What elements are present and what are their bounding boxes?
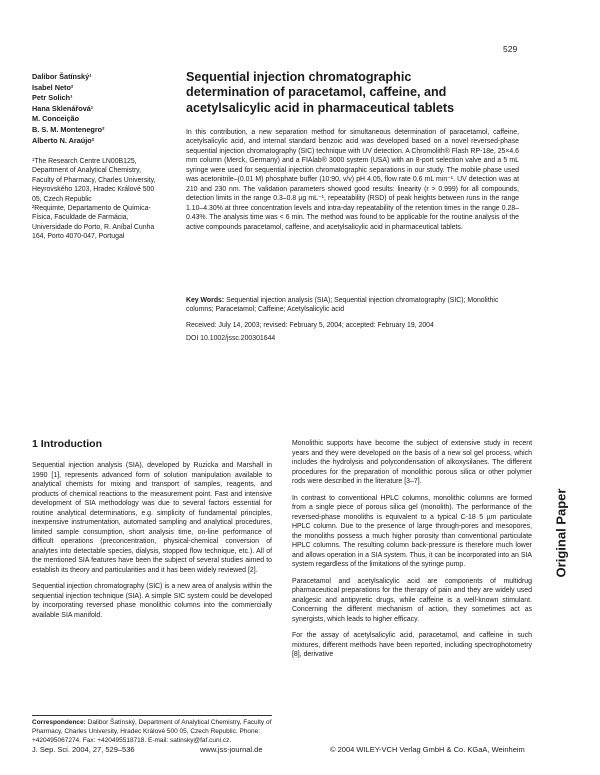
- abstract: In this contribution, a new separation method for simultaneous determination of paracetamol, caffeine, acetylsalicylic acid, and internal standard benzoic acid was developed based on a novel reversed-phase sequential injection chromatography (SIC) technique with UV detection. A Chromolith® Flash RP-18e, 25×4.6 mm column (Merck, Germany) and a FIAlab® 3000 system (USA) with an 8-port selection valve and a 5 mL syringe were used for sequential injection chromatographic separations in our study. The mobile phase used was acetonitrile–(0.01 M) phosphate buffer (10:90, v/v) pH 4.05, flow rate 0.6 mL min⁻¹. UV detection was at 210 and 230 nm. The validation parameters showed good results: linearity (r > 0.999) for all compounds, detection limits in the range 0.3–0.8 µg mL⁻¹, repeatability (RSD) of peak heights between runs in the range 1.10–4.30% at three concentration levels and intra-day repeatability of the retention times in the range 0.28–0.43%. The analysis time was < 6 min. The method was found to be applicable for the routine analysis of the active compounds paracetamol, caffeine, and acetylsalicylic acid in pharmaceutical tablets.: [186, 129, 519, 231]
- paragraph: Sequential injection analysis (SIA), developed by Ruzicka and Marshall in 1990 [1], represents advanced form of solution manipulation available to analytical chemists for mixing and transport of samples, reagents, and products of chemical reactions to the measurement point. Fast and intensive development of SIA methodology was due to several factors essential for routine analytical determinations, e.g. simplicity of fundamental principles, inexpensive instrumentation, automated sampling and analytical procedures, limited sample consumption, short analysis time, on-line performance of difficult operations (preconcentration, physical-chemical conversion of analytes into detectable species, dialysis, stopped flow technique, etc.). All of the mentioned SIA features have been the subject of several studies aimed to establish its theory and particularities and it has been widely reviewed [2].: [32, 462, 272, 574]
- author: Dalibor Šatínský¹: [32, 72, 92, 81]
- author: M. Conceição: [32, 114, 80, 124]
- correspondence: [32, 715, 272, 746]
- doi: DOI 10.1002/jssc.200301644: [186, 335, 276, 342]
- footer-url[interactable]: www.jss-journal.de: [200, 745, 263, 754]
- page-number: 529: [503, 44, 518, 54]
- paragraph: Monolithic supports have become the subject of extensive study in recent years and they were developed on the basis of a new sol gel process, which includes the hydrolysis and polycondensation of alkoxysilanes. The different procedures for the preparation of monolithic porous silica or other polymer rods were described in the literature [3–7].: [292, 440, 532, 485]
- paragraph: In contrast to conventional HPLC columns, monolithic columns are formed from a single piece of porous silica gel (monolith). The performance of the reversed-phase monoliths is equivalent to a typical C-18 5 µm particulate HPLC column. Due to the presence of large through-pores and mesopores, the monoliths possess a much higher porosity than conventional particulate HPLC columns. The resulting column back-pressure is therefore much lower and allows operation in a SIA system. Thus, it can be incorporated into an SIA system regardless of the limitations of the syringe pump.: [292, 494, 532, 568]
- received-dates: Received: July 14, 2003; revised: February 5, 2004; accepted: February 19, 2004: [186, 322, 434, 329]
- paragraph: For the assay of acetylsalicylic acid, paracetamol, and caffeine in such mixtures, different methods have been reported, including spectrophotometry [8], derivative: [292, 632, 532, 658]
- side-tab-label: Original Paper: [553, 488, 569, 578]
- author: Isabel Neto²: [32, 82, 74, 92]
- keywords: [186, 296, 519, 315]
- correspondence-text: Dalibor Šatínský, Department of Analytical Chemistry, Faculty of Pharmacy, Charles University, Hradec Králové 500 05, Czech Republic. Phone: +420495067274. Fax: +420495518718. E-mail: satinsky@faf.cuni.cz.: [32, 719, 272, 744]
- author-list: [32, 72, 157, 146]
- author: Hana Sklenářová¹: [32, 103, 94, 113]
- keywords-text: Sequential injection analysis (SIA); Sequential injection chromatography (SIC); Monolithic columns; Paracetamol; Caffeine; Acetylsalicylic acid: [186, 297, 499, 314]
- paragraph: Sequential injection chromatography (SIC) is a new area of analysis within the sequential injection technique (SIA). A simple SIC system could be developed by incorporating reversed phase monolithic columns into the commercially available SIA manifold.: [32, 583, 272, 619]
- left-column: [32, 461, 272, 627]
- right-column: [292, 439, 532, 667]
- author: Alberto N. Araújo²: [32, 135, 95, 145]
- affiliation: ¹The Research Centre LN00B125, Department of Analytical Chemistry, Faculty of Pharmacy, Charles University, Heyrovského 1203, Hradec Králové 500 05, Czech Republic: [32, 158, 156, 203]
- section-heading: 1 Introduction: [32, 438, 102, 450]
- author: Petr Solich¹: [32, 93, 73, 103]
- paper-title: Sequential injection chromatographic determination of paracetamol, caffeine, and acetylsalicylic acid in pharmaceutical tablets: [186, 70, 455, 115]
- footer-copyright: © 2004 WILEY-VCH Verlag GmbH & Co. KGaA, Weinheim: [330, 745, 525, 754]
- correspondence-label: Correspondence:: [32, 719, 86, 726]
- side-tab: [550, 478, 572, 588]
- paragraph: Paracetamol and acetylsalicylic acid are components of multidrug pharmaceutical preparations for the therapy of pain and they are widely used analgesic and antipyretic drugs, while caffeine is a well-known stimulant. Concerning the different mechanism of action, they sometimes act as synergists, which leads to higher efficacy.: [292, 577, 532, 623]
- affiliations: [32, 157, 157, 242]
- footer-citation: J. Sep. Sci. 2004, 27, 529–536: [32, 745, 135, 754]
- affiliation: ²Requimte, Departamento de Química-Física, Faculdade de Farmácia, Universidade do Porto, R. Aníbal Cunha 164, Porto 4070-047, Portugal: [32, 205, 155, 241]
- author: B. S. M. Montenegro²: [32, 124, 105, 134]
- keywords-label: Key Words:: [186, 297, 225, 304]
